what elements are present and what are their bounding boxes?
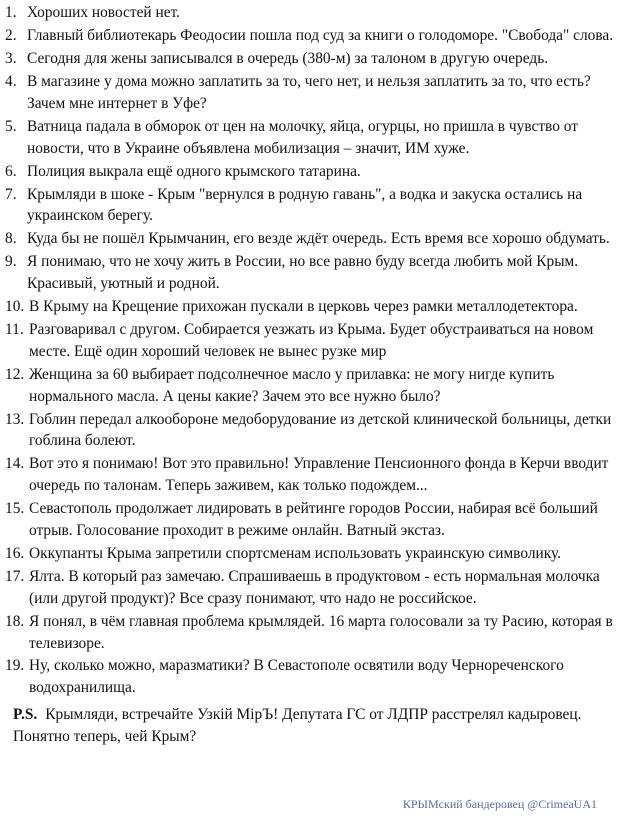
list-item xyxy=(0,364,635,408)
list-item xyxy=(0,566,635,610)
item-number: 19. xyxy=(5,657,25,675)
item-text: Хороших новостей нет. xyxy=(27,4,180,21)
item-number: 17. xyxy=(5,567,25,585)
list-item xyxy=(0,48,635,70)
list-item xyxy=(0,25,635,47)
item-number: 1. xyxy=(5,4,17,21)
list-item xyxy=(0,498,635,542)
item-number: 18. xyxy=(5,612,25,630)
item-text: Ялта. В который раз замечаю. Спрашиваешь в продуктовом - есть нормальная молочка (или другой продукт)? Все сразу понимают, что надо не российское. xyxy=(29,567,600,607)
list-item xyxy=(0,409,635,453)
list-item xyxy=(0,161,635,183)
item-number: 2. xyxy=(5,26,17,44)
item-text: Сегодня для жены записывался в очередь (380-м) за талоном в другую очередь. xyxy=(27,49,549,67)
item-text: Гоблин передал алкообороне медоборудование из детской клинической больницы, детки гоблина болеют. xyxy=(29,410,612,450)
item-number: 11. xyxy=(5,321,24,339)
list-item xyxy=(0,296,635,318)
item-number: 15. xyxy=(5,500,25,518)
item-text: Севастополь продолжает лидировать в рейтинге городов России, набирая всё больший отрыв. Голосование проходит в режиме онлайн. Ватный экстаз. xyxy=(29,500,598,539)
item-number: 13. xyxy=(5,410,25,428)
postscript xyxy=(0,704,635,748)
item-number: 7. xyxy=(5,185,17,203)
item-text: Вот это я понимаю! Вот это правильно! Управление Пенсионного фонда в Керчи вводит очередь по талонам. Теперь заживем, как только подождем... xyxy=(29,455,609,495)
item-text: Ну, сколько можно, маразматики? В Севастополе освятили воду Чернореченского водохранилища. xyxy=(29,657,564,697)
item-text: Женщина за 60 выбирает подсолнечное масло у прилавка: не могу нигде купить нормального масла. А цены какие? Зачем это все нужно было? xyxy=(29,365,555,405)
item-number: 16. xyxy=(5,544,25,562)
item-text: Оккупанты Крыма запретили спортсменам использовать украинскую символику. xyxy=(29,544,562,562)
item-number: 4. xyxy=(5,72,17,90)
list-item xyxy=(0,453,635,497)
list-item xyxy=(0,228,635,250)
item-text: В магазине у дома можно заплатить за то, чего нет, и нельзя заплатить за то, что есть? Зачем мне интернет в Уфе? xyxy=(27,72,591,112)
item-text: Я понял, в чём главная проблема крымлядей. 16 марта голосовали за ту Расию, которая в телевизоре. xyxy=(29,612,613,652)
item-number: 10. xyxy=(5,298,25,316)
news-list xyxy=(0,2,635,699)
item-text: Разговаривал с другом. Собирается уезжать из Крыма. Будет обустраиваться на новом месте. Ещё один хороший человек не вынес рузке мир xyxy=(29,321,594,360)
list-item xyxy=(0,116,635,160)
ps-label: P.S. xyxy=(13,706,38,724)
item-number: 14. xyxy=(5,455,25,473)
list-item xyxy=(0,71,635,115)
item-number: 12. xyxy=(5,365,25,383)
item-number: 8. xyxy=(5,230,17,248)
item-text: Главный библиотекарь Феодосии пошла под суд за книги о голодоморе. "Свобода" слова. xyxy=(27,26,614,44)
list-item xyxy=(0,319,635,363)
list-item xyxy=(0,543,635,565)
item-number: 9. xyxy=(5,253,17,271)
item-number: 6. xyxy=(5,162,17,180)
item-text: В Крыму на Крещение прихожан пускали в церковь через рамки металлодетектора. xyxy=(29,298,578,316)
list-item xyxy=(0,184,635,228)
list-item xyxy=(0,2,635,24)
item-text: Ватница падала в обморок от цен на молочку, яйца, огурцы, но пришла в чувство от новости, что в Украине объявлена мобилизация – значит, ИМ хуже. xyxy=(27,117,578,157)
item-text: Я понимаю, что не хочу жить в России, но все равно буду всегда любить мой Крым. Красивый, уютный и родной. xyxy=(27,253,579,293)
item-text: Куда бы не пошёл Крымчанин, его везде ждёт очередь. Есть время все хорошо обдумать. xyxy=(27,230,610,248)
list-item xyxy=(0,611,635,655)
item-text: Полиция выкрала ещё одного крымского татарина. xyxy=(27,162,361,180)
list-item xyxy=(0,655,635,699)
list-item xyxy=(0,251,635,295)
item-number: 5. xyxy=(5,117,17,135)
item-number: 3. xyxy=(5,49,17,67)
ps-text: Крымляди, встречайте Узкій МірЪ! Депутата ГС от ЛДПР расстрелял кадыровец. Понятно теперь, чей Крым? xyxy=(13,706,582,745)
item-text: Крымляди в шоке - Крым "вернулся в родную гавань", а водка и закуска остались на украинском берегу. xyxy=(27,185,583,225)
author-credit: КРЫМский бандеровец @CrimeaUA1 xyxy=(402,797,597,811)
